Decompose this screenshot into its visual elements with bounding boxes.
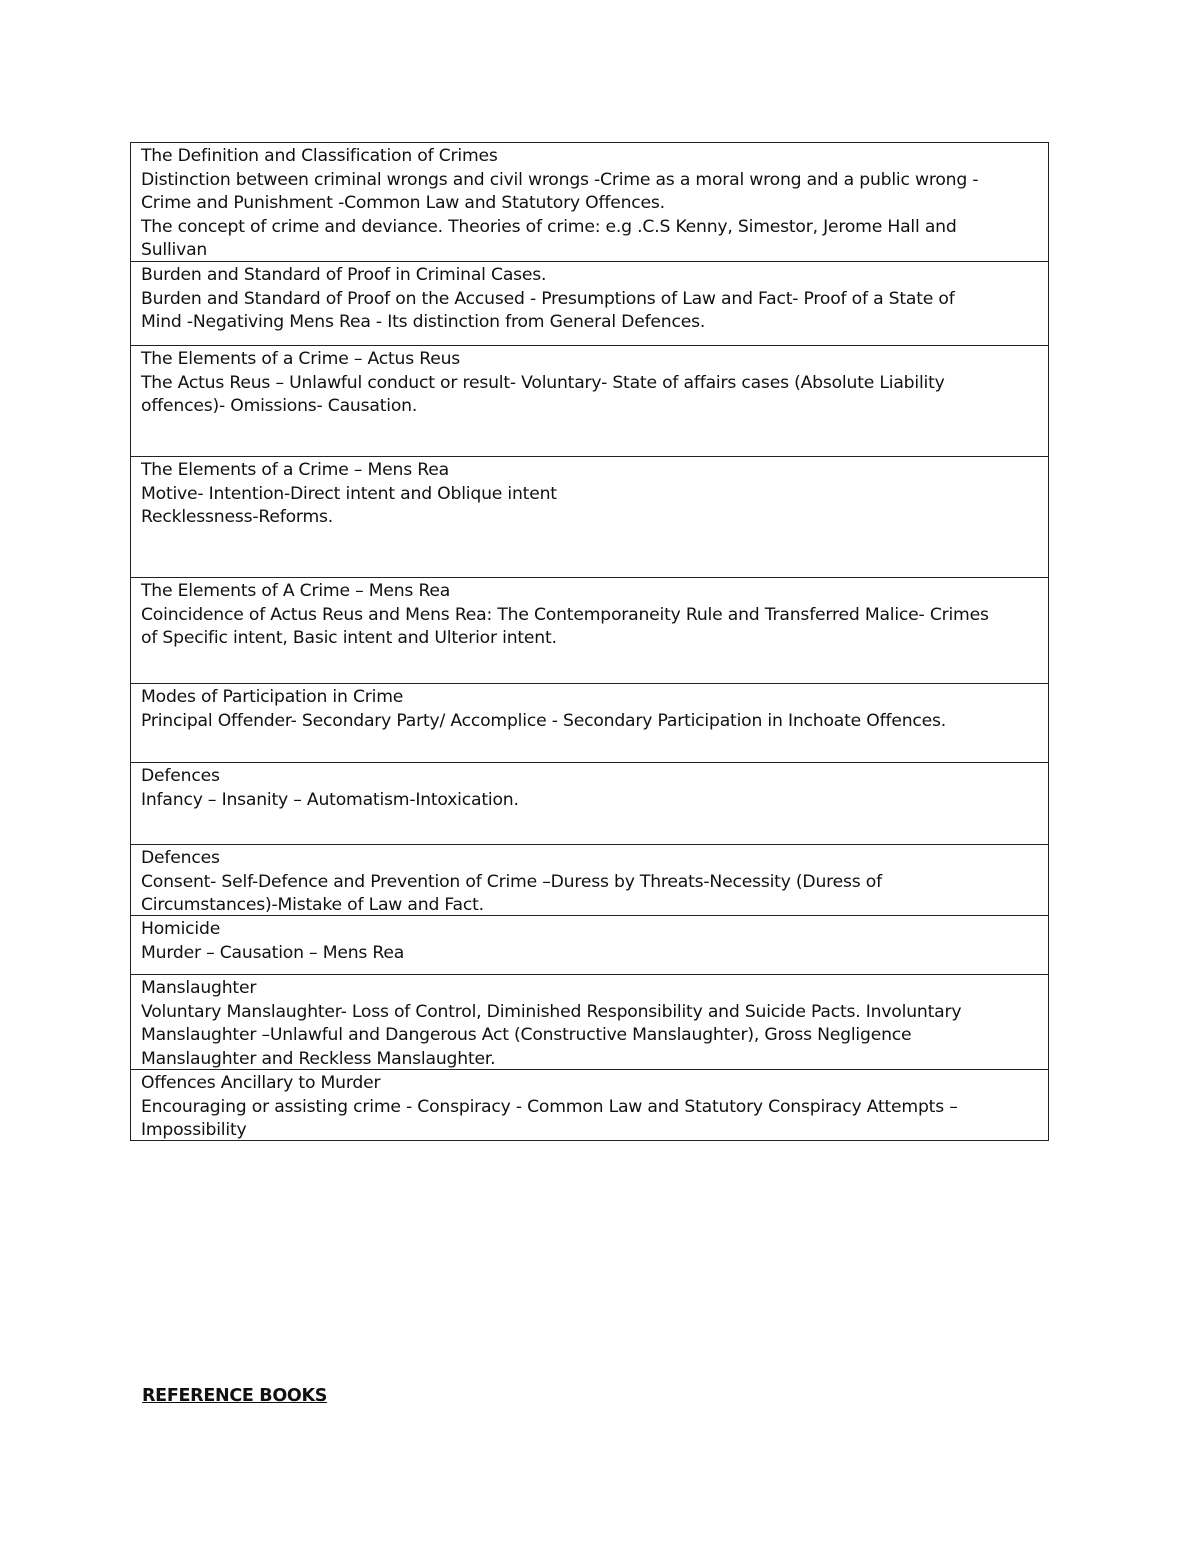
row-text-line: Sullivan	[141, 240, 208, 260]
row-text-line: Manslaughter and Reckless Manslaughter.	[141, 1048, 496, 1069]
row-text-line: Infancy – Insanity – Automatism-Intoxication.	[141, 789, 519, 810]
syllabus-row	[131, 974, 1048, 1069]
row-title: The Definition and Classification of Crimes	[141, 146, 498, 166]
row-text-line: of Specific intent, Basic intent and Ulterior intent.	[141, 628, 557, 648]
row-title: Burden and Standard of Proof in Criminal Cases.	[141, 265, 547, 285]
syllabus-row	[131, 683, 1048, 762]
syllabus-row	[131, 844, 1048, 915]
row-text-line: Crime and Punishment -Common Law and Statutory Offences.	[141, 193, 665, 213]
row-text-line: Mind -Negativing Mens Rea - Its distinction from General Defences.	[141, 312, 706, 332]
syllabus-row	[131, 261, 1048, 345]
row-text-line: Impossibility	[141, 1120, 247, 1140]
row-text-line: Circumstances)-Mistake of Law and Fact.	[141, 895, 484, 915]
syllabus-row	[131, 456, 1048, 577]
row-text-line: Motive- Intention-Direct intent and Oblique intent	[141, 483, 557, 504]
row-text-line: Burden and Standard of Proof on the Accused - Presumptions of Law and Fact- Proof of a State of	[141, 288, 955, 309]
row-title: The Elements of a Crime – Actus Reus	[141, 349, 461, 369]
row-title: Homicide	[141, 919, 221, 939]
row-text-line: Murder – Causation – Mens Rea	[141, 942, 405, 963]
row-title: The Elements of a Crime – Mens Rea	[141, 460, 449, 480]
row-text-line: Voluntary Manslaughter- Loss of Control, Diminished Responsibility and Suicide Pacts. Involuntary	[141, 1001, 962, 1022]
row-title: The Elements of A Crime – Mens Rea	[141, 581, 451, 601]
syllabus-row	[131, 1069, 1048, 1140]
row-text-line: The concept of crime and deviance. Theories of crime: e.g .C.S Kenny, Simestor, Jerome Hall and	[141, 216, 957, 237]
row-text-line: Consent- Self-Defence and Prevention of Crime –Duress by Threats-Necessity (Duress of	[141, 871, 882, 892]
row-text-line: Encouraging or assisting crime - Conspiracy - Common Law and Statutory Conspiracy Attempts –	[141, 1096, 958, 1117]
syllabus-row	[131, 345, 1048, 456]
row-title: Manslaughter	[141, 978, 257, 998]
row-text-line: Manslaughter –Unlawful and Dangerous Act (Constructive Manslaughter), Gross Negligence	[141, 1025, 912, 1045]
row-title: Defences	[141, 766, 220, 786]
syllabus-row	[131, 762, 1048, 844]
syllabus-row	[131, 577, 1048, 683]
row-text-line: offences)- Omissions- Causation.	[141, 396, 418, 416]
row-text-line: Distinction between criminal wrongs and civil wrongs -Crime as a moral wrong and a public wrong -	[141, 169, 979, 190]
reference-books-heading: REFERENCE BOOKS	[142, 1386, 328, 1406]
row-text-line: The Actus Reus – Unlawful conduct or result- Voluntary- State of affairs cases (Absolute Liability	[141, 372, 945, 393]
row-title: Offences Ancillary to Murder	[141, 1073, 381, 1093]
row-text-line: Principal Offender- Secondary Party/ Accomplice - Secondary Participation in Inchoate Offences.	[141, 710, 947, 731]
row-title: Modes of Participation in Crime	[141, 687, 404, 707]
row-text-line: Recklessness-Reforms.	[141, 507, 334, 527]
syllabus-table	[130, 142, 1049, 1141]
row-title: Defences	[141, 848, 220, 868]
syllabus-row	[131, 143, 1048, 261]
syllabus-row	[131, 915, 1048, 974]
row-text-line: Coincidence of Actus Reus and Mens Rea: The Contemporaneity Rule and Transferred Malice- Crimes	[141, 604, 989, 625]
